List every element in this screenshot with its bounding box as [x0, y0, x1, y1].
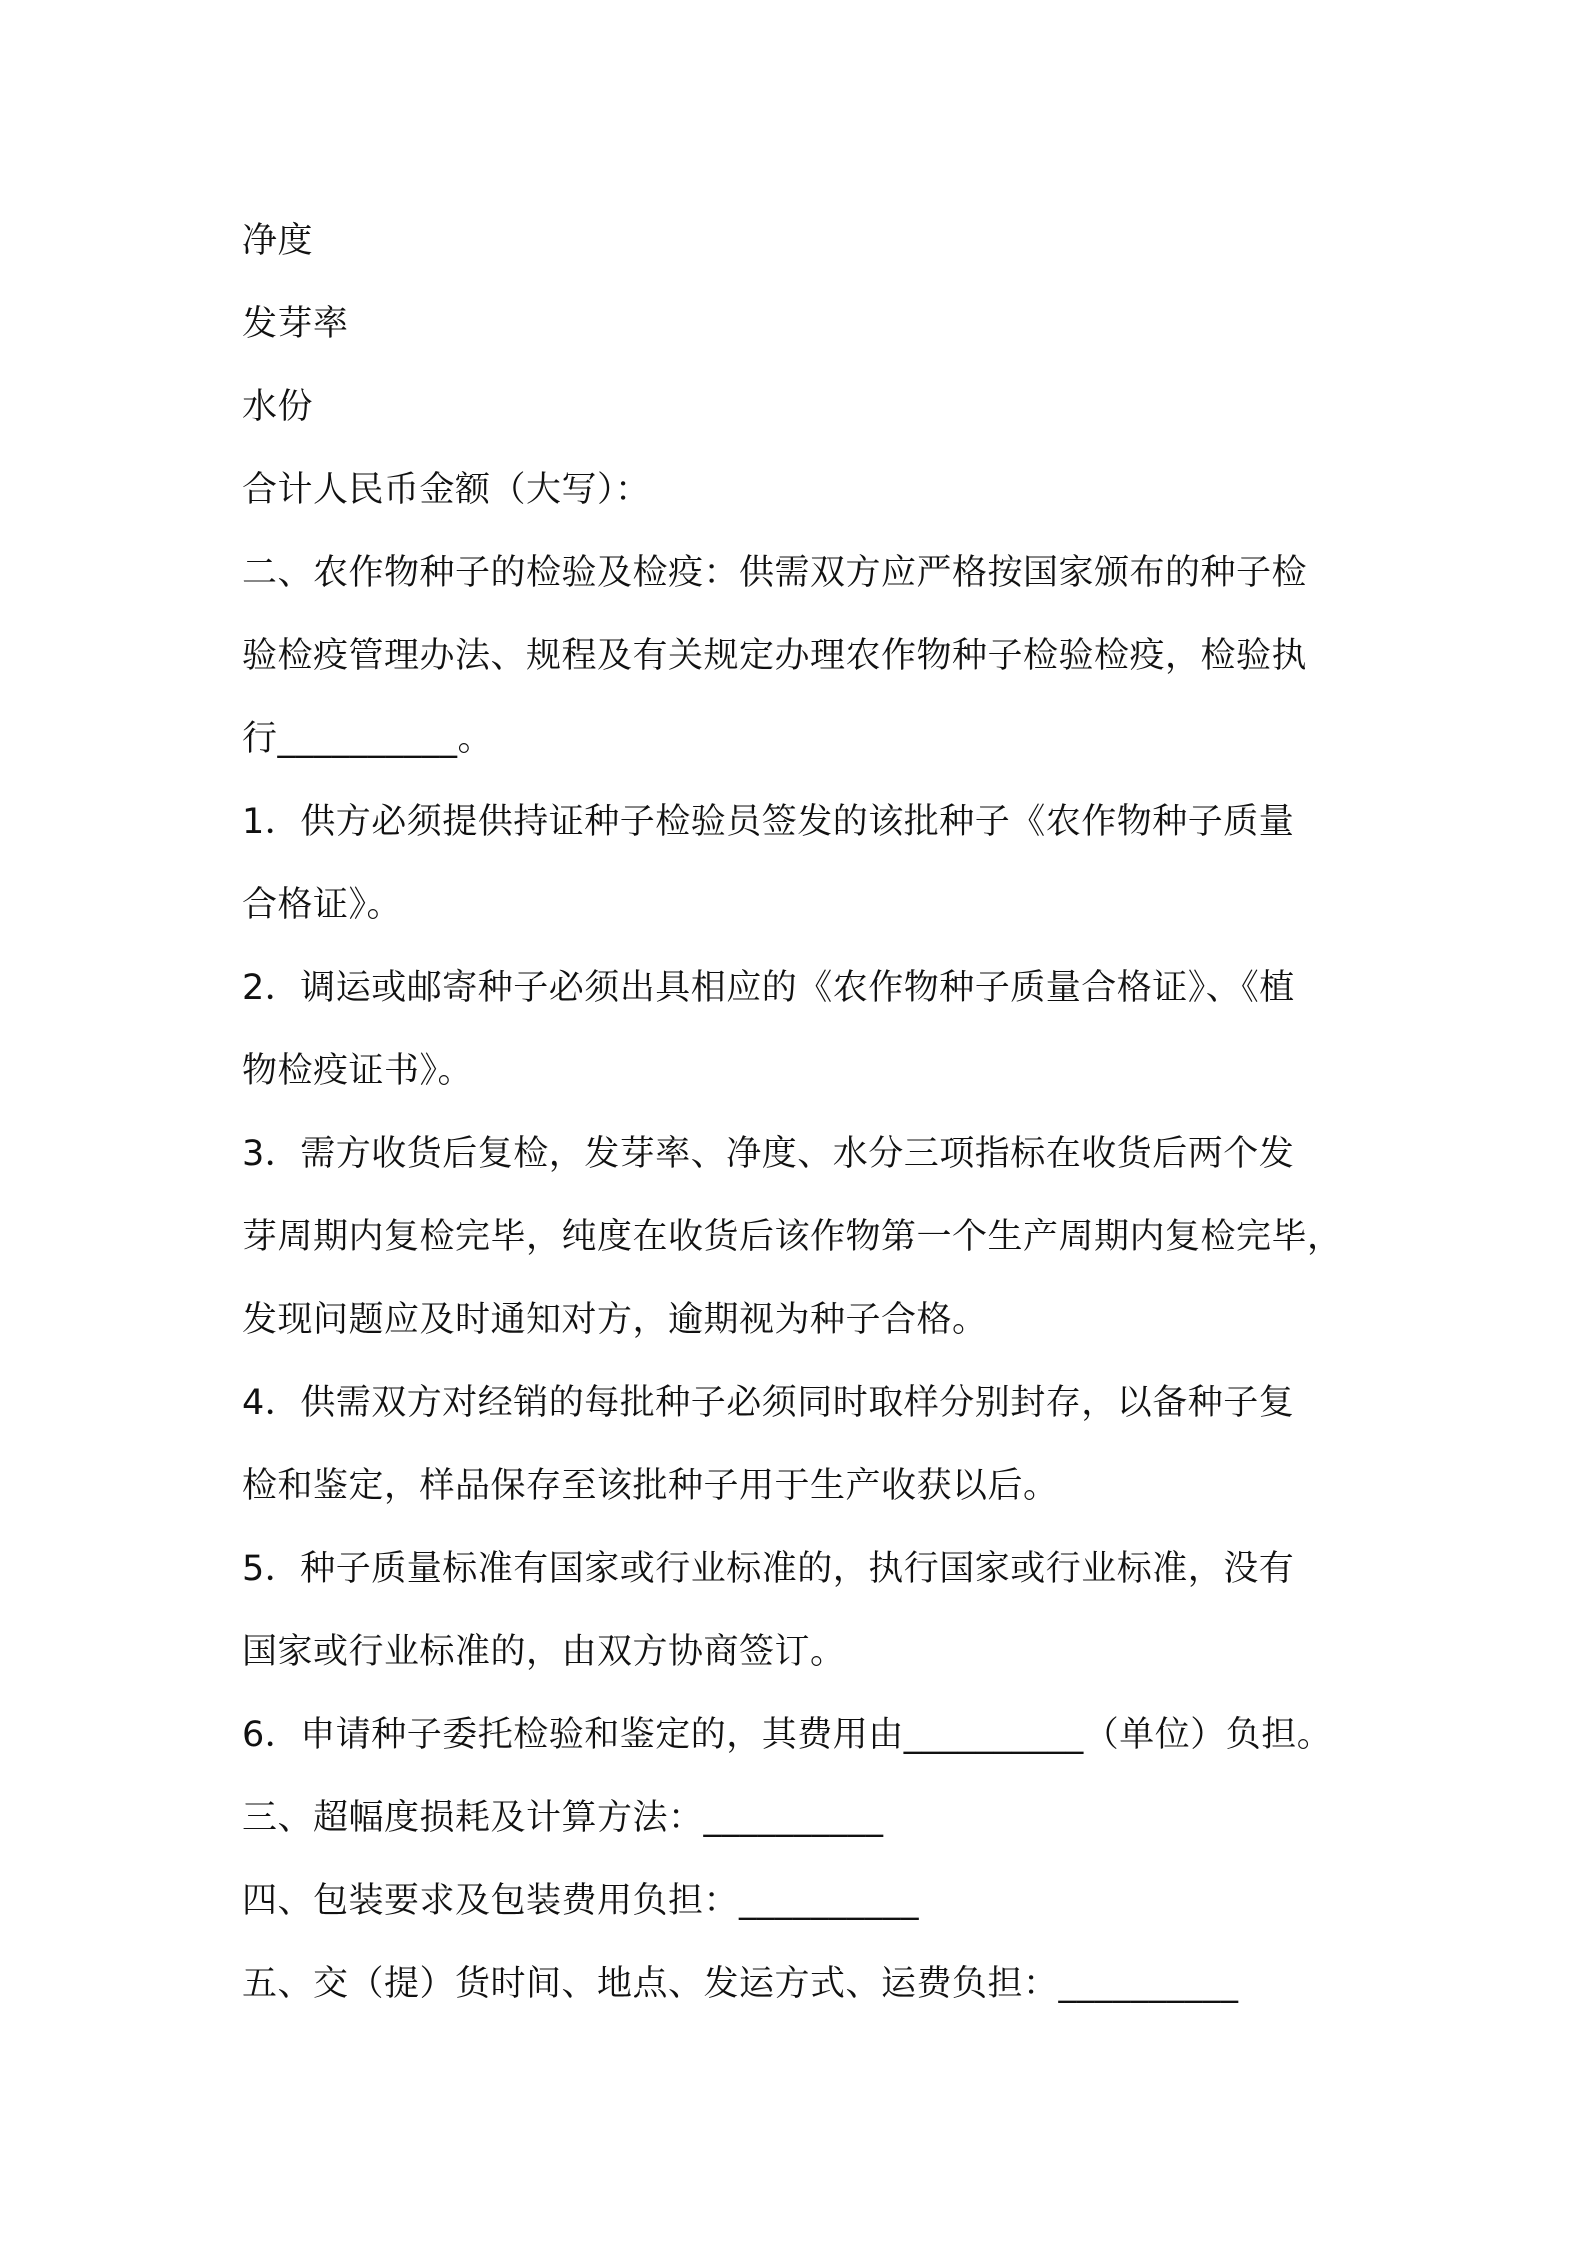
- text-line-clause-2-cont: 物检疫证书》。: [242, 1051, 474, 1091]
- text-line-section-2-cont: 验检疫管理办法、规程及有关规定办理农作物种子检验检疫，检验执: [242, 636, 1308, 676]
- text-line-total-amount: 合计人民币金额（大写）：: [242, 470, 651, 510]
- text-line-clause-4: 4．供需双方对经销的每批种子必须同时取样分别封存，以备种子复: [242, 1383, 1295, 1423]
- text-line-section-5: 五、交（提）货时间、地点、发运方式、运费负担：__________: [242, 1964, 1239, 2004]
- text-line-section-2-end: 行__________。: [242, 719, 494, 759]
- text-line-clause-5: 5．种子质量标准有国家或行业标准的，执行国家或行业标准，没有: [242, 1549, 1295, 1589]
- text-line-clause-3: 3．需方收货后复检，发芽率、净度、水分三项指标在收货后两个发: [242, 1134, 1295, 1174]
- text-line-section-3: 三、超幅度损耗及计算方法：__________: [242, 1798, 884, 1838]
- text-line-clause-5-cont: 国家或行业标准的，由双方协商签订。: [242, 1632, 846, 1672]
- text-line-clause-3-cont: 芽周期内复检完毕，纯度在收货后该作物第一个生产周期内复检完毕，: [242, 1217, 1343, 1257]
- text-line-moisture: 水份: [242, 387, 314, 427]
- text-line-clause-2: 2．调运或邮寄种子必须出具相应的《农作物种子质量合格证》、《植: [242, 968, 1295, 1008]
- text-line-clause-6: 6．申请种子委托检验和鉴定的，其费用由__________（单位）负担。: [242, 1715, 1333, 1755]
- text-line-germination-rate: 发芽率: [242, 304, 349, 344]
- text-line-clause-1: 1．供方必须提供持证种子检验员签发的该批种子《农作物种子质量: [242, 802, 1295, 842]
- text-line-clause-1-cont: 合格证》。: [242, 885, 403, 925]
- document-body: [242, 200, 1382, 2026]
- text-line-section-4: 四、包装要求及包装费用负担：__________: [242, 1881, 920, 1921]
- text-line-purity: 净度: [242, 221, 314, 261]
- text-line-clause-4-cont: 检和鉴定，样品保存至该批种子用于生产收获以后。: [242, 1466, 1059, 1506]
- text-line-clause-3-end: 发现问题应及时通知对方，逾期视为种子合格。: [242, 1300, 988, 1340]
- text-line-section-2: 二、农作物种子的检验及检疫：供需双方应严格按国家颁布的种子检: [242, 553, 1308, 593]
